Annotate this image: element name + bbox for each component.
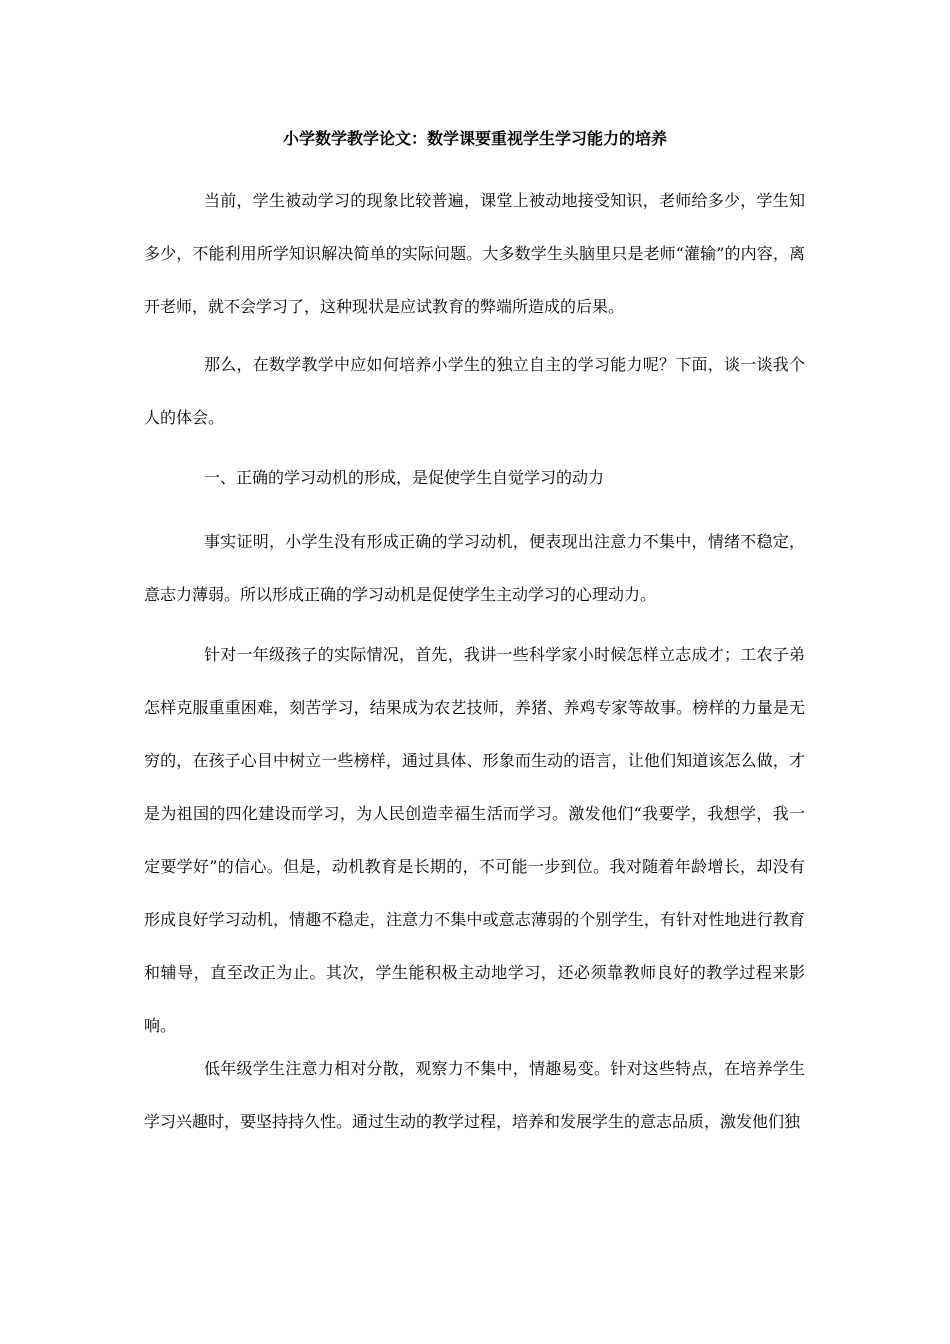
paragraph-question: 那么，在数学教学中应如何培养小学生的独立自主的学习能力呢？下面，谈一谈我个人的体会。	[144, 355, 805, 427]
paragraph-intro: 当前，学生被动学习的现象比较普遍，课堂上被动地接受知识，老师给多少，学生知多少，不能利用所学知识解决简单的实际问题。大多数学生头脑里只是老师“灌输”的内容，离开老师，就不会学习了，这种现状是应试教育的弊端所造成的后果。	[144, 191, 805, 316]
paragraph-role-models: 针对一年级孩子的实际情况，首先，我讲一些科学家小时候怎样立志成才；工农子弟怎样克服重重困难，刻苦学习，结果成为农艺技师，养猪、养鸡专家等故事。榜样的力量是无穷的，在孩子心目中树立一些榜样，通过具体、形象而生动的语言，让他们知道该怎么做，才是为祖国的四化建设而学习，为人民创造幸福生活而学习。激发他们“我要学，我想学，我一定要学好”的信心。但是，动机教育是长期的，不可能一步到位。我对随着年龄增长，却没有形成良好学习动机，情趣不稳走，注意力不集中或意志薄弱的个别学生，有针对性地进行教育和辅导，直至改正为止。其次，学生能积极主动地学习，还必须靠教师良好的教学过程来影响。	[144, 645, 805, 1035]
document-title: 小学数学教学论文：数学课要重视学生学习能力的培养	[282, 129, 667, 148]
paragraph-motivation: 事实证明，小学生没有形成正确的学习动机，便表现出注意力不集中，情绪不稳定，意志力薄弱。所以形成正确的学习动机是促使学生主动学习的心理动力。	[144, 532, 805, 604]
paragraph-low-grade: 低年级学生注意力相对分散，观察力不集中，情趣易变。针对这些特点，在培养学生学习兴趣时，要坚持持久性。通过生动的教学过程，培养和发展学生的意志品质，激发他们独	[144, 1059, 805, 1131]
section-heading-1: 一、正确的学习动机的形成，是促使学生自觉学习的动力	[204, 468, 605, 487]
